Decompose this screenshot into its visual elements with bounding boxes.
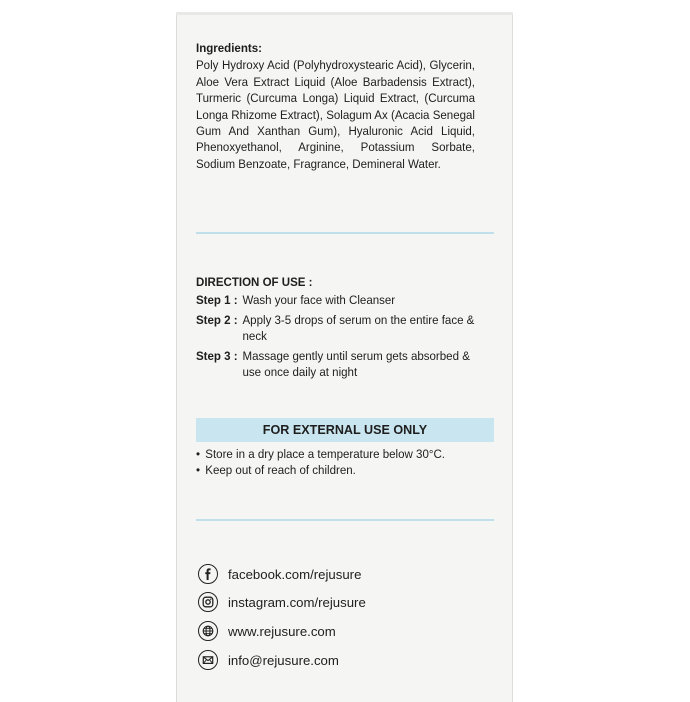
external-use-banner: FOR EXTERNAL USE ONLY [196,418,494,442]
globe-icon [198,621,218,641]
step-text: Apply 3-5 drops of serum on the entire face & neck [242,312,475,344]
contact-facebook [198,564,361,584]
facebook-icon [198,564,218,584]
contact-text: facebook.com/rejusure [228,566,362,582]
step-text: Massage gently until serum gets absorbed & use once daily at night [242,348,470,380]
step-label: Step 3 : [196,348,238,363]
contact-text: info@rejusure.com [228,652,339,668]
instagram-icon [198,592,218,612]
storage-notes [196,446,475,478]
contact-text: www.rejusure.com [228,623,336,639]
directions-title: DIRECTION OF USE : [196,275,313,289]
contact-text: instagram.com/rejusure [228,594,366,610]
box-top-edge [176,12,513,15]
ingredients-text: Poly Hydroxy Acid (Polyhydroxystearic Acid), Glycerin, Aloe Vera Extract Liquid (Aloe Barbadensis Extract), Turmeric (Curcuma Longa) Liquid Extract, (Curcuma Longa Rhizome Extract), Solagum Ax (Acacia Senegal Gum And Xanthan Gum), Hyaluronic Acid Liquid, Phenoxyethanol, Arginine, Potassium Sorbate, Sodium Benzoate, Fragrance, Demineral Water. [196,58,475,171]
contact-website [198,621,336,641]
step-text: Wash your face with Cleanser [242,293,396,308]
mail-icon [198,650,218,670]
divider-rule [196,519,494,521]
note-text: Store in a dry place a temperature below 30°C. [205,447,445,461]
step-3 [196,348,475,381]
step-label: Step 1 : [196,293,238,308]
step-2 [196,312,475,345]
list-item [196,446,475,462]
bullet-icon: • [196,463,201,477]
note-text: Keep out of reach of children. [205,463,356,477]
step-1 [196,292,475,308]
ingredients-heading: Ingredients: [196,41,262,55]
step-label: Step 2 : [196,312,238,327]
contact-instagram [198,592,366,612]
contact-email [198,650,339,670]
list-item [196,462,475,478]
divider-rule [196,232,494,234]
ingredients-section [196,40,475,172]
bullet-icon: • [196,447,201,461]
directions-section [196,274,475,383]
